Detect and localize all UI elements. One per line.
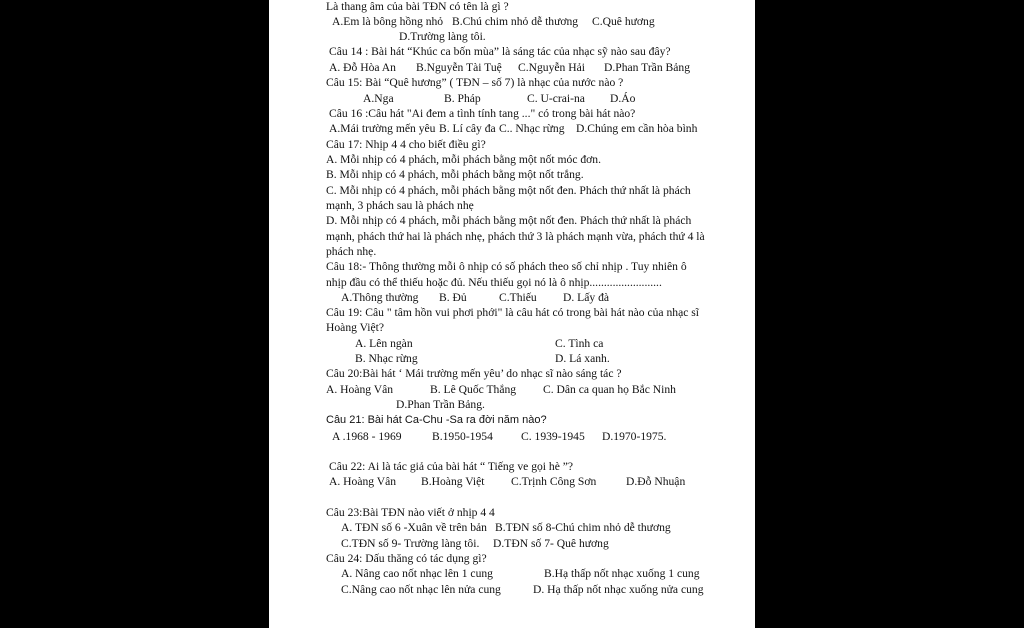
option-c: C.TĐN số 9- Trường làng tôi. bbox=[341, 537, 480, 550]
option-b: B. Mỗi nhịp có 4 phách, mỗi phách bằng một nốt trắng. bbox=[326, 168, 584, 181]
question-13-text: Là thang âm của bài TĐN có tên là gì ? bbox=[326, 0, 509, 13]
question-15: Câu 15: Bài “Quê hương” ( TĐN – số 7) là nhạc của nước nào ? bbox=[326, 76, 624, 89]
question-24: Câu 24: Dấu thăng có tác dụng gì? bbox=[326, 552, 487, 565]
option-b: B.1950-1954 bbox=[432, 430, 493, 443]
option-c: C. 1939-1945 bbox=[521, 430, 585, 443]
option-c: C.Nâng cao nốt nhạc lên nửa cung bbox=[341, 583, 501, 596]
option-d: D.Phan Trần Bảng. bbox=[396, 398, 485, 411]
option-c: C.Trịnh Công Sơn bbox=[511, 475, 597, 488]
option-d: D.Áo bbox=[610, 92, 636, 105]
question-18: Câu 18:- Thông thường mỗi ô nhịp có số phách theo số chỉ nhịp . Tuy nhiên ô bbox=[326, 260, 687, 273]
question-23: Câu 23:Bài TĐN nào viết ở nhịp 4 4 bbox=[326, 506, 495, 519]
option-c: C.. Nhạc rừng bbox=[499, 122, 565, 135]
option-a: A.Mái trường mến yêu bbox=[329, 122, 436, 135]
option-b: B.Nguyễn Tài Tuệ bbox=[416, 61, 502, 74]
option-d: D.1970-1975. bbox=[602, 430, 667, 443]
option-d-continued: phách nhẹ. bbox=[326, 245, 377, 258]
question-21: Câu 21: Bài hát Ca-Chu -Sa ra đời năm nào? bbox=[326, 414, 547, 426]
option-c: C. Dân ca quan họ Bắc Ninh bbox=[543, 383, 676, 396]
option-d: D. Lá xanh. bbox=[555, 352, 610, 365]
question-14: Câu 14 : Bài hát “Khúc ca bốn mùa” là sáng tác của nhạc sỹ nào sau đây? bbox=[329, 45, 671, 58]
option-c: C. U-crai-na bbox=[527, 92, 585, 105]
question-18-continued: nhịp đầu có thể thiếu hoặc đủ. Nếu thiếu gọi nó là ô nhịp......................... bbox=[326, 276, 662, 289]
option-d: D. Mỗi nhịp có 4 phách, mỗi phách bằng một nốt đen. Phách thứ nhất là phách bbox=[326, 214, 692, 227]
option-b: B. Pháp bbox=[444, 92, 481, 105]
question-19-continued: Hoàng Việt? bbox=[326, 321, 385, 334]
question-19: Câu 19: Câu " tâm hồn vui phơi phới" là câu hát có trong bài hát nào của nhạc sĩ bbox=[326, 306, 699, 319]
option-d: D.Chúng em cần hòa bình bbox=[576, 122, 698, 135]
option-d: D.Trường làng tôi. bbox=[399, 30, 486, 43]
option-b: B.Chú chim nhỏ dễ thương bbox=[452, 15, 579, 28]
option-a: A. Hoàng Vân bbox=[329, 475, 397, 488]
option-a: A.Nga bbox=[363, 92, 394, 105]
option-a: A .1968 - 1969 bbox=[332, 430, 402, 443]
option-b: B.TĐN số 8-Chú chim nhỏ dễ thương bbox=[495, 521, 671, 534]
question-20: Câu 20:Bài hát ‘ Mái trường mến yêu’ do nhạc sĩ nào sáng tác ? bbox=[326, 367, 622, 380]
question-22: Câu 22: Ai là tác giả của bài hát “ Tiếng ve gọi hè ”? bbox=[329, 460, 574, 473]
option-a: A. TĐN số 6 -Xuân về trên bản bbox=[341, 521, 487, 534]
option-a: A. Đỗ Hòa An bbox=[329, 61, 396, 74]
option-b: B. Nhạc rừng bbox=[355, 352, 418, 365]
option-b: B.Hoàng Việt bbox=[421, 475, 485, 488]
option-b: B. Đủ bbox=[439, 291, 467, 304]
option-d: D.Đỗ Nhuận bbox=[626, 475, 686, 488]
option-c-continued: mạnh, 3 phách sau là phách nhẹ bbox=[326, 199, 474, 212]
option-b: B.Hạ thấp nốt nhạc xuống 1 cung bbox=[544, 567, 700, 580]
option-a: A.Thông thường bbox=[341, 291, 419, 304]
option-a: A.Em là bông hồng nhỏ bbox=[332, 15, 444, 28]
option-c: C. Mỗi nhịp có 4 phách, mỗi phách bằng một nốt đen. Phách thứ nhất là phách bbox=[326, 184, 691, 197]
option-c: C.Thiếu bbox=[499, 291, 537, 304]
option-d: D. Lấy đà bbox=[563, 291, 610, 304]
option-d: D. Hạ thấp nốt nhạc xuống nửa cung bbox=[533, 583, 704, 596]
option-d-continued: mạnh, phách thứ hai là phách nhẹ, phách thứ 3 là phách mạnh vừa, phách thứ 4 là bbox=[326, 230, 705, 243]
option-b: B. Lí cây đa bbox=[439, 122, 496, 135]
question-17: Câu 17: Nhịp 4 4 cho biết điều gì? bbox=[326, 138, 486, 151]
option-c: C.Nguyễn Hải bbox=[518, 61, 585, 74]
option-a: A. Hoàng Vân bbox=[326, 383, 394, 396]
option-d: D.Phan Trần Bảng bbox=[604, 61, 690, 74]
option-c: C.Quê hương bbox=[592, 15, 655, 28]
document-page bbox=[269, 0, 755, 628]
option-a: A. Lên ngàn bbox=[355, 337, 413, 350]
option-a: A. Nâng cao nốt nhạc lên 1 cung bbox=[341, 567, 493, 580]
question-16: Câu 16 :Câu hát "Ai đem a tình tính tang ..." có trong bài hát nào? bbox=[329, 107, 636, 120]
option-b: B. Lê Quốc Thắng bbox=[430, 383, 517, 396]
option-c: C. Tình ca bbox=[555, 337, 604, 350]
option-a: A. Mỗi nhịp có 4 phách, mỗi phách bằng một nốt móc đơn. bbox=[326, 153, 602, 166]
option-d: D.TĐN số 7- Quê hương bbox=[493, 537, 609, 550]
